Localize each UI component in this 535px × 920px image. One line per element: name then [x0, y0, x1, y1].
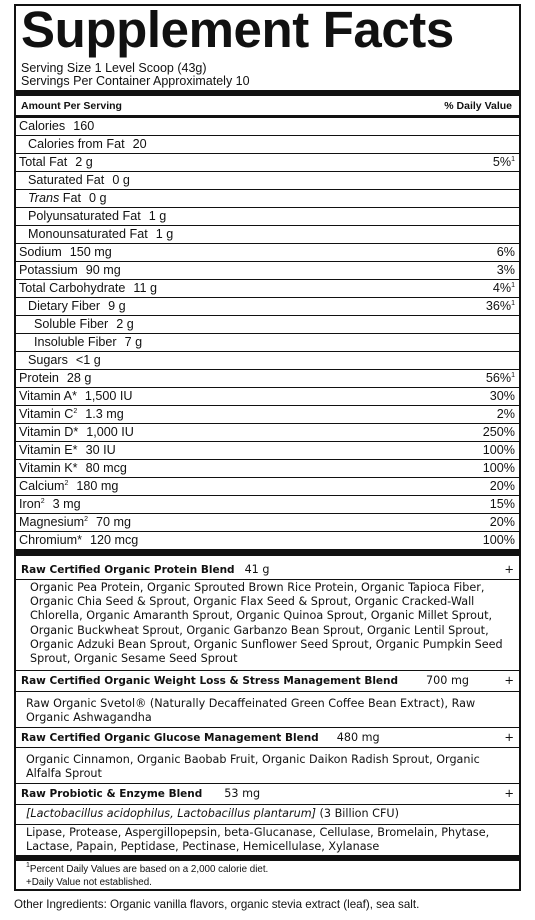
nutrient-label [28, 208, 166, 225]
nutrient-label [19, 424, 134, 441]
nutrient-name: Calcium [19, 479, 65, 493]
footnote-marker: 2 [40, 498, 45, 505]
nutrient-name: Calories [19, 119, 66, 133]
nutrient-amount: 3 mg [52, 497, 81, 511]
panel-title: Supplement Facts [21, 1, 454, 58]
footnote-marker: 1 [511, 156, 515, 163]
divider-thick [16, 550, 519, 556]
enzyme-list: Lipase, Protease, Aspergillopepsin, beta-Glucanase, Cellulase, Bromelain, Phytase, Lactase, Papain, Peptidase, Pectinase, Hemicellulase, Xylanase [26, 826, 490, 854]
nutrient-row [16, 280, 519, 298]
daily-value-text: 15% [489, 497, 515, 511]
divider-thick [16, 855, 519, 861]
nutrient-amount: 160 [73, 119, 95, 133]
footnote-marker: 2 [84, 516, 89, 523]
nutrient-amount: 1 g [148, 209, 167, 223]
nutrient-row [16, 118, 519, 136]
nutrient-amount: 30 IU [85, 443, 116, 457]
nutrient-label [19, 262, 121, 279]
nutrient-row [16, 406, 519, 424]
nutrient-name: Vitamin C [19, 407, 74, 421]
daily-value-header: % Daily Value [444, 100, 512, 112]
nutrient-row [16, 442, 519, 460]
blend-header [21, 787, 514, 801]
serving-size: Serving Size 1 Level Scoop (43g) [21, 61, 207, 75]
daily-value-text: 3% [496, 263, 515, 277]
daily-value-text: 20% [489, 479, 515, 493]
footnote-marker: 1 [511, 300, 515, 307]
daily-value-text: 2% [496, 407, 515, 421]
blend-ingredients: Organic Cinnamon, Organic Baobab Fruit, Organic Daikon Radish Sprout, Organic Alfalfa Sprout [26, 753, 480, 781]
divider-thin [16, 670, 519, 671]
nutrient-name: Dietary Fiber [28, 299, 101, 313]
footnote-marker: 1 [26, 862, 30, 869]
blend-dv-marker: + [504, 673, 514, 687]
nutrient-row [16, 208, 519, 226]
probiotic-cfu: (3 Billion CFU) [315, 807, 399, 820]
daily-value-text: 56% [485, 371, 512, 385]
daily-value-text: 20% [489, 515, 515, 529]
nutrient-label [34, 316, 134, 333]
divider-thin [16, 727, 519, 728]
nutrient-row [16, 460, 519, 478]
nutrient-amount: 20 [132, 137, 147, 151]
blend-ingredients: Raw Organic Svetol® (Naturally Decaffeinated Green Coffee Bean Extract), Raw Organic Ashwagandha [26, 697, 476, 725]
daily-value-text: 100% [482, 461, 515, 475]
amount-per-serving-header: Amount Per Serving [21, 100, 122, 112]
footnote-marker: 1 [511, 282, 515, 289]
nutrient-amount: 28 g [66, 371, 92, 385]
nutrient-row [16, 316, 519, 334]
daily-value-text: 5% [492, 155, 512, 169]
nutrient-name: Potassium [19, 263, 78, 277]
nutrient-name: Calories from Fat [28, 137, 125, 151]
nutrient-daily-value [497, 244, 515, 261]
nutrient-name: Vitamin D* [19, 425, 79, 439]
nutrient-daily-value [483, 424, 515, 441]
nutrient-amount: 70 mg [96, 515, 132, 529]
nutrient-label [19, 496, 81, 513]
nutrient-row [16, 496, 519, 514]
footnote-text: Percent Daily Values are based on a 2,000 calorie diet. [29, 864, 269, 875]
supplement-facts-panel [14, 1, 521, 891]
nutrient-row [16, 532, 519, 550]
nutrient-name: Sodium [19, 245, 62, 259]
servings-per-container: Servings Per Container Approximately 10 [21, 74, 250, 88]
nutrient-row [16, 370, 519, 388]
nutrient-row [16, 478, 519, 496]
divider-thin [16, 783, 519, 784]
daily-value-text: 30% [489, 389, 515, 403]
blend-name: Raw Certified Organic Glucose Management Blend [21, 732, 319, 744]
divider-thin [16, 804, 519, 805]
footnote-marker: 1 [511, 372, 515, 379]
nutrient-row [16, 136, 519, 154]
nutrient-daily-value [490, 496, 515, 513]
nutrient-name: Protein [19, 371, 59, 385]
column-header [21, 100, 514, 112]
blend-amount: 53 mg [224, 787, 261, 800]
nutrient-label [28, 190, 106, 207]
nutrient-amount: 90 mg [85, 263, 121, 277]
nutrient-label [19, 118, 94, 135]
nutrient-row [16, 172, 519, 190]
nutrient-label [28, 172, 130, 189]
blend-dv-marker: + [504, 562, 514, 576]
nutrient-name: Total Carbohydrate [19, 281, 126, 295]
daily-value-text: 4% [492, 281, 512, 295]
nutrient-amount: <1 g [75, 353, 101, 367]
nutrient-row [16, 244, 519, 262]
nutrient-amount: 1,500 IU [84, 389, 133, 403]
nutrient-label [28, 352, 101, 369]
nutrient-name: Saturated Fat [28, 173, 105, 187]
divider-thin [16, 579, 519, 580]
daily-value-text: 6% [496, 245, 515, 259]
nutrient-daily-value [483, 442, 515, 459]
nutrient-name: Sugars [28, 353, 68, 367]
nutrient-name: Magnesium [19, 515, 85, 529]
nutrient-name: Iron [19, 497, 41, 511]
nutrient-name: Total Fat [19, 155, 68, 169]
nutrient-daily-value [493, 280, 515, 297]
nutrient-daily-value [493, 154, 515, 171]
nutrient-label [19, 244, 112, 261]
nutrient-label [19, 280, 157, 297]
nutrient-daily-value [490, 478, 515, 495]
footnote-marker: 2 [73, 408, 78, 415]
blend-amount: 480 mg [336, 731, 380, 744]
nutrient-amount: 2 g [75, 155, 93, 169]
nutrient-amount: 150 mg [69, 245, 112, 259]
nutrient-daily-value [497, 262, 515, 279]
nutrient-row [16, 190, 519, 208]
nutrient-label [28, 226, 173, 243]
nutrient-label [19, 460, 127, 477]
blend-header [21, 674, 514, 688]
nutrient-label [19, 478, 118, 495]
nutrient-name: Vitamin A* [19, 389, 77, 403]
daily-value-text: 100% [482, 443, 515, 457]
nutrient-daily-value [486, 370, 515, 387]
nutrient-daily-value [497, 406, 515, 423]
footnote-not-established: +Daily Value not established. [26, 877, 152, 888]
blend-header [21, 731, 514, 745]
nutrient-amount: 120 mcg [89, 533, 139, 547]
nutrient-amount: 180 mg [76, 479, 119, 493]
other-ingredients: Other Ingredients: Organic vanilla flavors, organic stevia extract (leaf), sea salt. [14, 898, 420, 911]
nutrient-row [16, 424, 519, 442]
blend-dv-marker: + [504, 786, 514, 800]
nutrient-row [16, 262, 519, 280]
nutrient-amount: 0 g [88, 191, 107, 205]
nutrient-name: Insoluble Fiber [34, 335, 117, 349]
nutrient-row [16, 226, 519, 244]
nutrient-label [19, 532, 138, 549]
nutrient-name: Monounsaturated Fat [28, 227, 148, 241]
nutrient-amount: 80 mcg [85, 461, 127, 475]
daily-value-text: 100% [482, 533, 515, 547]
probiotic-strains [26, 807, 513, 821]
nutrient-daily-value [490, 388, 515, 405]
probiotic-strains-names: [Lactobacillus acidophilus, Lactobacillus plantarum] [26, 807, 316, 820]
nutrient-name: Soluble Fiber [34, 317, 109, 331]
nutrient-label [19, 442, 116, 459]
divider-thin [16, 747, 519, 748]
nutrient-name: Polyunsaturated Fat [28, 209, 141, 223]
nutrient-amount: 2 g [116, 317, 134, 331]
blend-ingredients: Organic Pea Protein, Organic Sprouted Brown Rice Protein, Organic Tapioca Fiber, Organic Chia Seed & Sprout, Organic Flax Seed & Sprout, Organic Cracked-Wall Chlorella, Organic Amaranth Sprout, Organic Quinoa Sprout, Organic Millet Sprout, Organic Buckwheat Sprout, Organic Garbanzo Bean Sprout, Organic Lentil Sprout, Organic Adzuki Bean Sprout, Organic Sunflower Seed Sprout, Organic Pumpkin Seed Sprout, Organic Sesame Seed Sprout [30, 581, 503, 666]
nutrient-amount: 1,000 IU [86, 425, 134, 439]
daily-value-text: 250% [482, 425, 515, 439]
nutrient-label [19, 370, 91, 387]
nutrient-row [16, 352, 519, 370]
nutrient-daily-value [486, 298, 515, 315]
nutrient-label [19, 154, 93, 171]
nutrient-amount: 9 g [108, 299, 126, 313]
nutrient-label [19, 514, 131, 531]
nutrient-label [28, 298, 126, 315]
nutrient-name: Trans [28, 191, 60, 205]
blend-dv-marker: + [504, 730, 514, 744]
nutrient-daily-value [490, 514, 515, 531]
nutrient-row [16, 334, 519, 352]
blend-header [21, 563, 514, 577]
nutrient-name-suffix: Fat [59, 191, 81, 205]
divider-thin [16, 691, 519, 692]
blend-name: Raw Probiotic & Enzyme Blend [21, 788, 203, 800]
nutrient-label [34, 334, 142, 351]
daily-value-text: 36% [485, 299, 512, 313]
divider-thick [16, 90, 519, 96]
nutrient-name: Chromium* [19, 533, 82, 547]
nutrient-daily-value [483, 532, 515, 549]
nutrient-amount: 11 g [133, 281, 157, 295]
nutrient-amount: 1.3 mg [85, 407, 124, 421]
footnote-daily-value [26, 864, 268, 876]
footnote-marker: 2 [64, 480, 69, 487]
nutrient-row [16, 388, 519, 406]
nutrient-name: Vitamin K* [19, 461, 78, 475]
nutrient-amount: 1 g [155, 227, 174, 241]
nutrient-label [19, 388, 132, 405]
blend-name: Raw Certified Organic Weight Loss & Stress Management Blend [21, 675, 399, 687]
nutrient-daily-value [483, 460, 515, 477]
nutrient-row [16, 514, 519, 532]
blend-name: Raw Certified Organic Protein Blend [21, 564, 235, 576]
blend-amount: 700 mg [426, 674, 469, 687]
blend-amount: 41 g [244, 563, 270, 576]
nutrient-row [16, 298, 519, 316]
nutrient-label [28, 136, 147, 153]
nutrient-label [19, 406, 124, 423]
nutrient-row [16, 154, 519, 172]
divider-thin [16, 824, 519, 825]
nutrient-amount: 0 g [112, 173, 130, 187]
nutrient-name: Vitamin E* [19, 443, 78, 457]
nutrient-amount: 7 g [124, 335, 143, 349]
